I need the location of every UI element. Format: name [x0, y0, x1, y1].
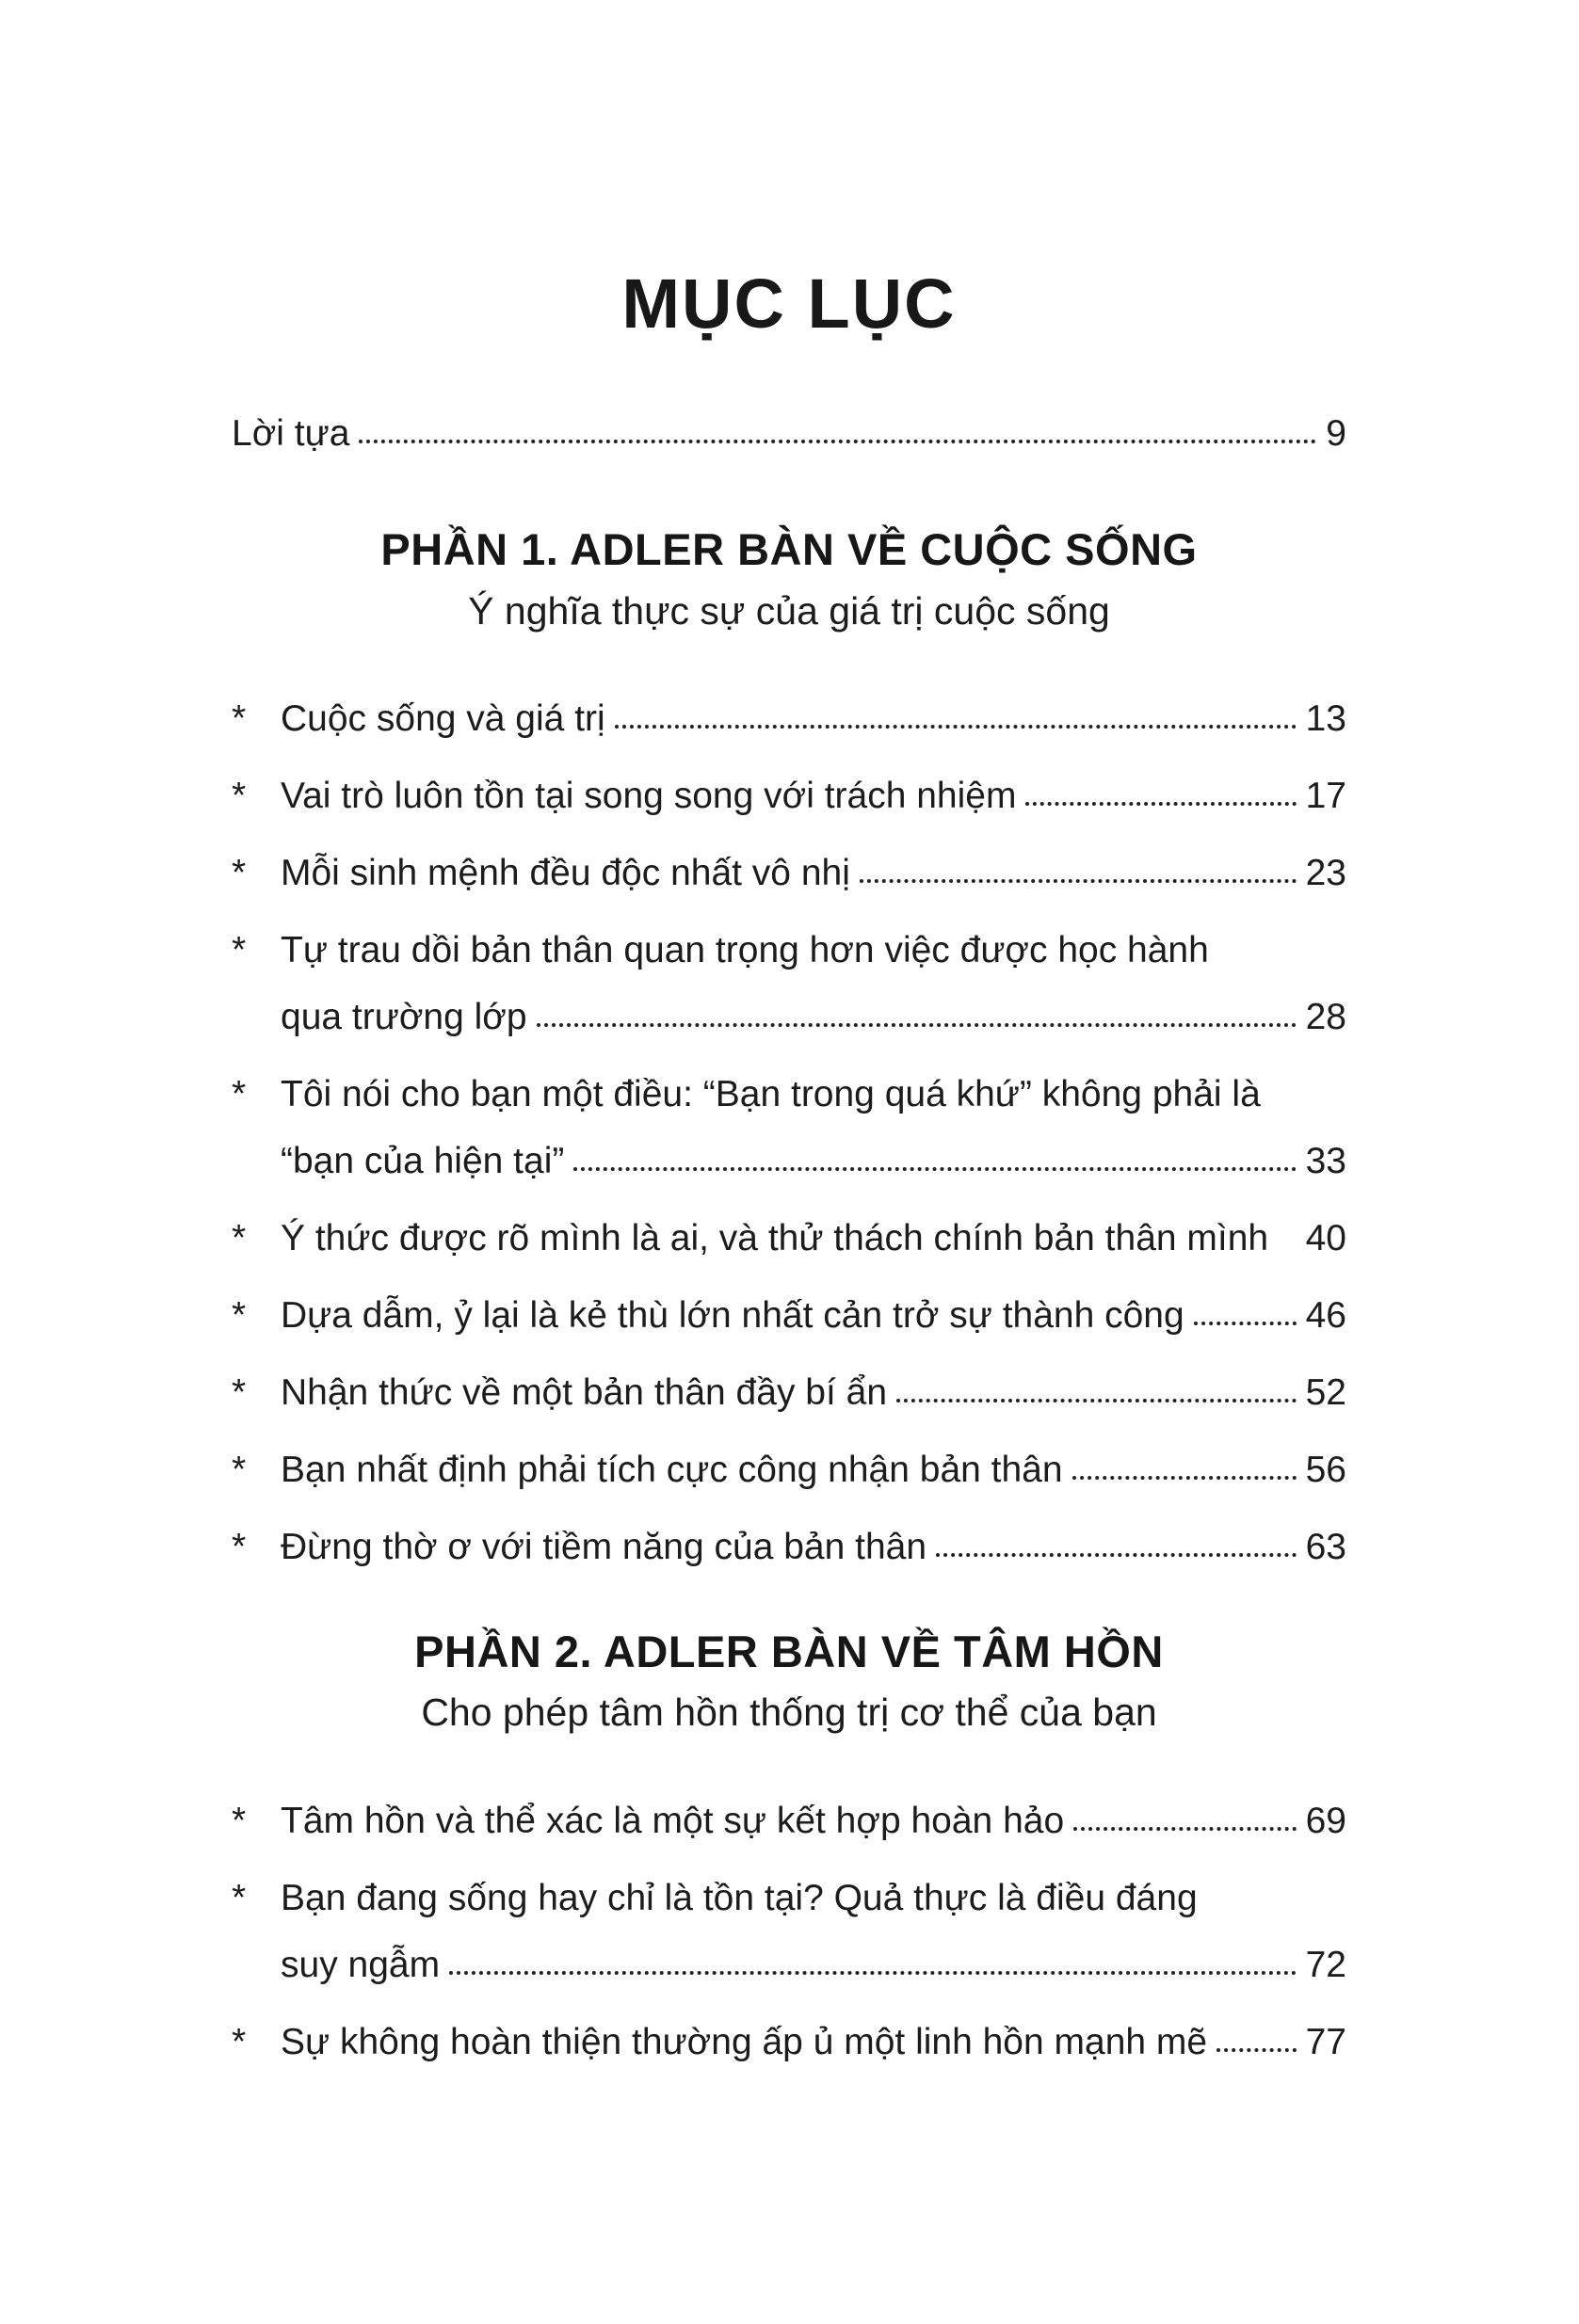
toc-line [232, 1359, 1346, 1426]
section-heading: PHẦN 2. ADLER BÀN VỀ TÂM HỒN [414, 1626, 1164, 1676]
toc-line [232, 1931, 1346, 1998]
toc-item [232, 1436, 1346, 1503]
dot-leader [860, 879, 1297, 883]
entry-title: Sự không hoàn thiện thường ấp ủ một linh hồn mạnh mẽ [281, 2021, 1208, 2062]
page-title: MỤC LỤC [621, 264, 957, 343]
section-subtitle: Cho phép tâm hồn thống trị cơ thể của bạn [421, 1691, 1157, 1735]
page-number: 63 [1305, 1526, 1346, 1567]
page-number: 33 [1305, 1140, 1346, 1181]
toc-line [232, 1128, 1346, 1194]
toc-item [232, 1282, 1346, 1349]
dot-leader [1072, 1476, 1297, 1480]
dot-leader [359, 440, 1316, 443]
entry-title: Cuộc sống và giá trị [281, 697, 605, 739]
toc-line [232, 840, 1346, 906]
preface-entry [232, 400, 1346, 467]
dot-leader [449, 1971, 1297, 1975]
sections-container [232, 523, 1346, 2075]
bullet-asterisk: * [232, 1449, 247, 1490]
toc-line [232, 685, 1346, 752]
dot-leader [1194, 1322, 1297, 1325]
section-subtitle: Ý nghĩa thực sự của giá trị cuộc sống [468, 588, 1110, 633]
toc-line [232, 1865, 1346, 1931]
section-items [232, 1787, 1346, 2076]
dot-leader [615, 725, 1297, 729]
dot-leader [1073, 1827, 1296, 1831]
entry-title: Đừng thờ ơ với tiềm năng của bản thân [281, 1526, 927, 1567]
entry-title: Mỗi sinh mệnh đều độc nhất vô nhị [281, 852, 850, 893]
page-number: 40 [1305, 1217, 1346, 1258]
entry-title: “bạn của hiện tại” [281, 1140, 565, 1181]
entry-title: qua trường lớp [281, 996, 527, 1037]
toc-line [232, 1514, 1346, 1580]
bullet-asterisk: * [232, 929, 247, 970]
toc-item [232, 917, 1346, 1050]
bullet-asterisk: * [232, 697, 247, 739]
toc-line [232, 1061, 1346, 1128]
toc-line [232, 762, 1346, 829]
toc-item [232, 1061, 1346, 1194]
page-number: 28 [1305, 996, 1346, 1037]
entry-title: Bạn nhất định phải tích cực công nhận bản thân [281, 1449, 1063, 1490]
page-number: 13 [1305, 697, 1346, 739]
section-heading: PHẦN 1. ADLER BÀN VỀ CUỘC SỐNG [380, 524, 1198, 575]
bullet-asterisk: * [232, 1217, 247, 1258]
dot-leader [936, 1553, 1297, 1557]
entry-title: suy ngẫm [281, 1944, 441, 1985]
toc-item [232, 685, 1346, 752]
preface-page-number: 9 [1326, 413, 1346, 455]
entry-title: Tâm hồn và thể xác là một sự kết hợp hoàn hảo [281, 1800, 1065, 1841]
page-number: 69 [1305, 1800, 1346, 1841]
entry-title: Bạn đang sống hay chỉ là tồn tại? Quả thực là điều đáng [281, 1877, 1198, 1918]
toc-line [232, 1205, 1346, 1272]
toc-item [232, 840, 1346, 906]
bullet-asterisk: * [232, 1877, 247, 1918]
toc-section [232, 1626, 1346, 2076]
bullet-asterisk: * [232, 1073, 247, 1114]
toc-item [232, 1865, 1346, 1998]
toc-item [232, 1359, 1346, 1426]
entry-title: Tôi nói cho bạn một điều: “Bạn trong quá khứ” không phải là [281, 1073, 1261, 1114]
entry-title: Tự trau dồi bản thân quan trọng hơn việc được học hành [281, 929, 1209, 970]
bullet-asterisk: * [232, 1371, 247, 1413]
entry-title: Vai trò luôn tồn tại song song với trách nhiệm [281, 775, 1017, 816]
dot-leader [1216, 2048, 1297, 2052]
page-number: 23 [1305, 852, 1346, 893]
toc-line [232, 984, 1346, 1050]
dot-leader [1025, 802, 1296, 806]
dot-leader [573, 1167, 1296, 1171]
toc-line [232, 1282, 1346, 1349]
toc-item [232, 1514, 1346, 1580]
bullet-asterisk: * [232, 1800, 247, 1841]
dot-leader [537, 1023, 1297, 1027]
section-items [232, 685, 1346, 1580]
toc-item [232, 762, 1346, 829]
toc-line [232, 2009, 1346, 2076]
preface-label: Lời tựa [232, 413, 350, 455]
page-number: 46 [1305, 1294, 1346, 1336]
dot-leader [896, 1399, 1297, 1402]
toc-item [232, 2009, 1346, 2076]
bullet-asterisk: * [232, 1294, 247, 1336]
toc-line [232, 1787, 1346, 1854]
page-number: 17 [1305, 775, 1346, 816]
toc-item [232, 1205, 1346, 1272]
bullet-asterisk: * [232, 2021, 247, 2062]
entry-title: Nhận thức về một bản thân đầy bí ẩn [281, 1371, 888, 1413]
toc-line [232, 1436, 1346, 1503]
page-number: 52 [1305, 1371, 1346, 1413]
page-number: 77 [1305, 2021, 1346, 2062]
page-number: 72 [1305, 1944, 1346, 1985]
toc-section [232, 523, 1346, 1580]
bullet-asterisk: * [232, 852, 247, 893]
toc-line [232, 917, 1346, 984]
bullet-asterisk: * [232, 775, 247, 816]
entry-title: Dựa dẫm, ỷ lại là kẻ thù lớn nhất cản trở sự thành công [281, 1294, 1184, 1336]
page-number: 56 [1305, 1449, 1346, 1490]
bullet-asterisk: * [232, 1526, 247, 1567]
toc-item [232, 1787, 1346, 1854]
entry-title: Ý thức được rõ mình là ai, và thử thách chính bản thân mình [281, 1217, 1269, 1258]
